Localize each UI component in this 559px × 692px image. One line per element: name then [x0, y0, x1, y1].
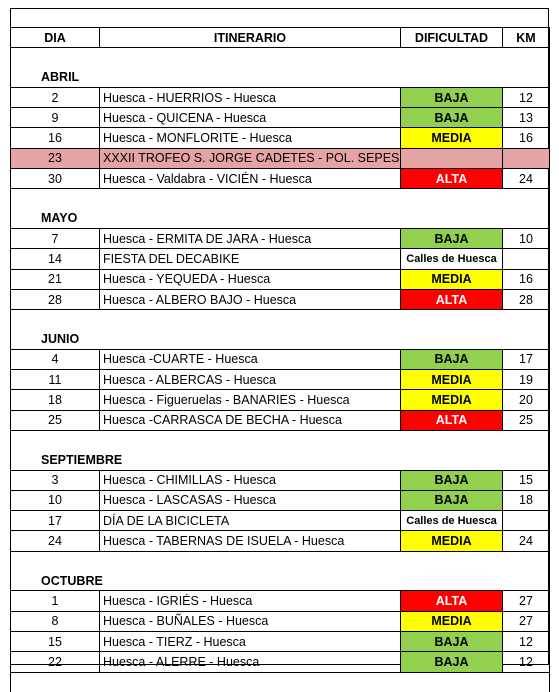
- km-cell: 25: [503, 410, 550, 430]
- difficulty-cell: MEDIA: [401, 611, 503, 631]
- difficulty-cell: MEDIA: [401, 370, 503, 390]
- day-cell: 22: [11, 652, 100, 672]
- itinerary-cell: Huesca - TABERNAS DE ISUELA - Huesca: [100, 531, 401, 551]
- itinerary-cell: DÍA DE LA BICICLETA: [100, 511, 401, 531]
- km-cell: 10: [503, 228, 550, 248]
- month-name: ABRIL: [11, 68, 550, 88]
- difficulty-cell: ALTA: [401, 169, 503, 189]
- day-cell: 2: [11, 87, 100, 107]
- difficulty-cell: Calles de Huesca: [401, 511, 503, 531]
- route-row: [11, 289, 550, 309]
- km-cell: 24: [503, 169, 550, 189]
- km-cell: 18: [503, 490, 550, 510]
- itinerary-cell: Huesca - YEQUEDA - Huesca: [100, 269, 401, 289]
- header-row: [11, 28, 550, 48]
- header-km: KM: [503, 28, 550, 48]
- month-header-row: [11, 209, 550, 229]
- month-header-row: [11, 329, 550, 349]
- itinerary-cell: Huesca - Valdabra - VICIÉN - Huesca: [100, 169, 401, 189]
- itinerary-cell: Huesca - CHIMILLAS - Huesca: [100, 470, 401, 490]
- header-itinerario: ITINERARIO: [100, 28, 401, 48]
- route-row: [11, 349, 550, 369]
- difficulty-cell: ALTA: [401, 289, 503, 309]
- difficulty-cell: BAJA: [401, 349, 503, 369]
- day-cell: 3: [11, 470, 100, 490]
- km-cell: 16: [503, 269, 550, 289]
- month-name: SEPTIEMBRE: [11, 450, 550, 470]
- itinerary-cell: FIESTA DEL DECABIKE: [100, 249, 401, 269]
- day-cell: 15: [11, 631, 100, 651]
- calendar-body: [11, 48, 550, 692]
- day-cell: 10: [11, 490, 100, 510]
- itinerary-cell: Huesca -CUARTE - Huesca: [100, 349, 401, 369]
- km-cell: 20: [503, 390, 550, 410]
- difficulty-cell: BAJA: [401, 490, 503, 510]
- km-cell: 27: [503, 611, 550, 631]
- difficulty-cell: BAJA: [401, 87, 503, 107]
- day-cell: 9: [11, 108, 100, 128]
- day-cell: 28: [11, 289, 100, 309]
- day-cell: 7: [11, 228, 100, 248]
- difficulty-cell: BAJA: [401, 470, 503, 490]
- route-row: [11, 631, 550, 651]
- km-cell: 17: [503, 349, 550, 369]
- km-cell: [503, 511, 550, 531]
- itinerary-cell: XXXII TROFEO S. JORGE CADETES - POL. SEPES: [100, 148, 401, 168]
- itinerary-cell: Huesca - QUICENA - Huesca: [100, 108, 401, 128]
- month-header-row: [11, 68, 550, 88]
- month-header-row: [11, 571, 550, 591]
- month-name: MAYO: [11, 209, 550, 229]
- difficulty-cell: MEDIA: [401, 128, 503, 148]
- km-cell: 24: [503, 531, 550, 551]
- difficulty-cell: MEDIA: [401, 531, 503, 551]
- route-row: [11, 390, 550, 410]
- day-cell: 24: [11, 531, 100, 551]
- itinerary-cell: Huesca -CARRASCA DE BECHA - Huesca: [100, 410, 401, 430]
- day-cell: 21: [11, 269, 100, 289]
- day-cell: 17: [11, 511, 100, 531]
- header-dia: DIA: [11, 28, 100, 48]
- route-row: [11, 87, 550, 107]
- day-cell: 25: [11, 410, 100, 430]
- month-name: JUNIO: [11, 329, 550, 349]
- spacer-row: [11, 310, 550, 330]
- difficulty-cell: BAJA: [401, 108, 503, 128]
- day-cell: 23: [11, 148, 100, 168]
- itinerary-cell: Huesca - Figueruelas - BANARIES - Huesca: [100, 390, 401, 410]
- route-row: [11, 410, 550, 430]
- route-row: [11, 269, 550, 289]
- route-row: [11, 128, 550, 148]
- itinerary-cell: Huesca - ERMITA DE JARA - Huesca: [100, 228, 401, 248]
- difficulty-cell: ALTA: [401, 591, 503, 611]
- route-row: [11, 169, 550, 189]
- day-cell: 18: [11, 390, 100, 410]
- day-cell: 30: [11, 169, 100, 189]
- route-row: [11, 249, 550, 269]
- route-row: [11, 490, 550, 510]
- difficulty-cell: [401, 148, 503, 168]
- km-cell: 13: [503, 108, 550, 128]
- day-cell: 16: [11, 128, 100, 148]
- spacer-row: [11, 551, 550, 571]
- itinerary-cell: Huesca - BUÑALES - Huesca: [100, 611, 401, 631]
- difficulty-cell: MEDIA: [401, 390, 503, 410]
- itinerary-cell: Huesca - ALBERO BAJO - Huesca: [100, 289, 401, 309]
- month-name: OCTUBRE: [11, 571, 550, 591]
- itinerary-cell: Huesca - MONFLORITE - Huesca: [100, 128, 401, 148]
- route-row: [11, 531, 550, 551]
- itinerary-cell: Huesca - LASCASAS - Huesca: [100, 490, 401, 510]
- itinerary-cell: Huesca - TIERZ - Huesca: [100, 631, 401, 651]
- km-cell: 27: [503, 591, 550, 611]
- difficulty-cell: BAJA: [401, 228, 503, 248]
- spacer-row: [11, 48, 550, 68]
- route-row: [11, 228, 550, 248]
- itinerary-cell: Huesca - IGRIÉS - Huesca: [100, 591, 401, 611]
- km-cell: [503, 148, 550, 168]
- route-row: [11, 108, 550, 128]
- difficulty-cell: BAJA: [401, 652, 503, 672]
- route-row: [11, 652, 550, 672]
- day-cell: 8: [11, 611, 100, 631]
- route-row: [11, 511, 550, 531]
- day-cell: 14: [11, 249, 100, 269]
- km-cell: 19: [503, 370, 550, 390]
- itinerary-cell: Huesca - ALERRE - Huesca: [100, 652, 401, 672]
- day-cell: 1: [11, 591, 100, 611]
- difficulty-cell: BAJA: [401, 631, 503, 651]
- difficulty-cell: ALTA: [401, 410, 503, 430]
- itinerary-cell: Huesca - HUERRIOS - Huesca: [100, 87, 401, 107]
- day-cell: 4: [11, 349, 100, 369]
- km-cell: [503, 249, 550, 269]
- km-cell: 28: [503, 289, 550, 309]
- month-header-row: [11, 450, 550, 470]
- km-cell: 12: [503, 631, 550, 651]
- km-cell: 16: [503, 128, 550, 148]
- km-cell: 12: [503, 87, 550, 107]
- route-row: [11, 611, 550, 631]
- route-row: [11, 370, 550, 390]
- route-row: [11, 591, 550, 611]
- day-cell: 11: [11, 370, 100, 390]
- route-calendar-table: [10, 27, 550, 692]
- itinerary-cell: Huesca - ALBERCAS - Huesca: [100, 370, 401, 390]
- header-dificultad: DIFICULTAD: [401, 28, 503, 48]
- difficulty-cell: MEDIA: [401, 269, 503, 289]
- route-row: [11, 470, 550, 490]
- spacer-row: [11, 189, 550, 209]
- difficulty-cell: Calles de Huesca: [401, 249, 503, 269]
- km-cell: 12: [503, 652, 550, 672]
- route-row: [11, 148, 550, 168]
- spacer-row: [11, 430, 550, 450]
- km-cell: 15: [503, 470, 550, 490]
